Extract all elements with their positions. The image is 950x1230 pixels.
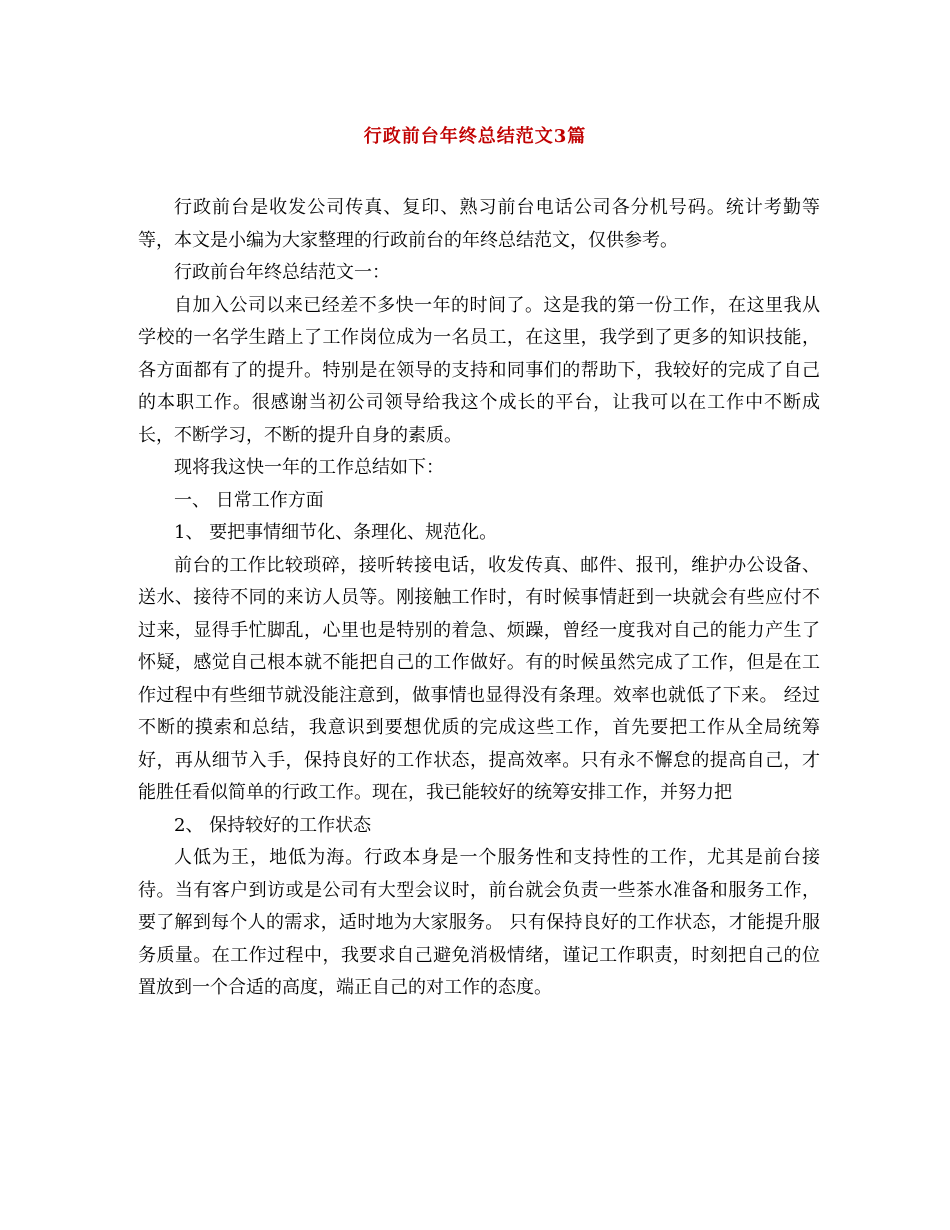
intro-paragraph: 行政前台是收发公司传真、复印、熟习前台电话公司各分机号码。统计考勤等等，本文是小编为大家整理的行政前台的年终总结范文，仅供参考。 xyxy=(138,197,820,251)
body-paragraph: 自加入公司以来已经差不多快一年的时间了。这是我的第一份工作，在这里我从学校的一名学生踏上了工作岗位成为一名员工，在这里，我学到了更多的知识技能，各方面都有了的提升。特别是在领导的支持和同事们的帮助下，我较好的完成了自己的本职工作。很感谢当初公司领导给我这个成长的平台，让我可以在工作中不断成长，不断学习，不断的提升自身的素质。 xyxy=(138,294,820,446)
subsection-heading: 1、 要把事情细节化、条理化、规范化。 xyxy=(174,522,498,543)
body-paragraph: 人低为王，地低为海。行政本身是一个服务性和支持性的工作，尤其是前台接待。当有客户到访或是公司有大型会议时，前台就会负责一些茶水准备和服务工作，要了解到每个人的需求，适时地为大家服务。 只有保持良好的工作状态，才能提升服务质量。在工作过程中，我要求自己避免消极情绪，谨记工作职责，时刻把自己的位置放到一个合适的高度，端正自己的对工作的态度。 xyxy=(138,847,820,998)
body-paragraph: 现将我这快一年的工作总结如下： xyxy=(174,457,444,478)
document-body xyxy=(138,192,820,1005)
subsection-heading: 2、 保持较好的工作状态 xyxy=(174,814,372,836)
section-heading: 行政前台年终总结范文一： xyxy=(174,262,390,283)
section-heading: 一、 日常工作方面 xyxy=(174,489,324,511)
document-title: 行政前台年终总结范文3篇 xyxy=(363,126,587,147)
body-paragraph: 前台的工作比较琐碎，接听转接电话，收发传真、邮件、报刊，维护办公设备、送水、接待不同的来访人员等。刚接触工作时，有时候事情赶到一块就会有些应付不过来，显得手忙脚乱，心里也是特别的着急、烦躁，曾经一度我对自己的能力产生了怀疑，感觉自己根本就不能把自己的工作做好。有的时候虽然完成了工作，但是在工作过程中有些细节就没能注意到，做事情也显得没有条理。效率也就低了下来。 经过不断的摸索和总结，我意识到要想优质的完成这些工作，首先要把工作从全局统筹好，再从细节入手，保持良好的工作状态，提高效率。只有永不懈怠的提高自己，才能胜任看似简单的行政工作。现在，我已能较好的统筹安排工作，并努力把 xyxy=(138,554,820,803)
